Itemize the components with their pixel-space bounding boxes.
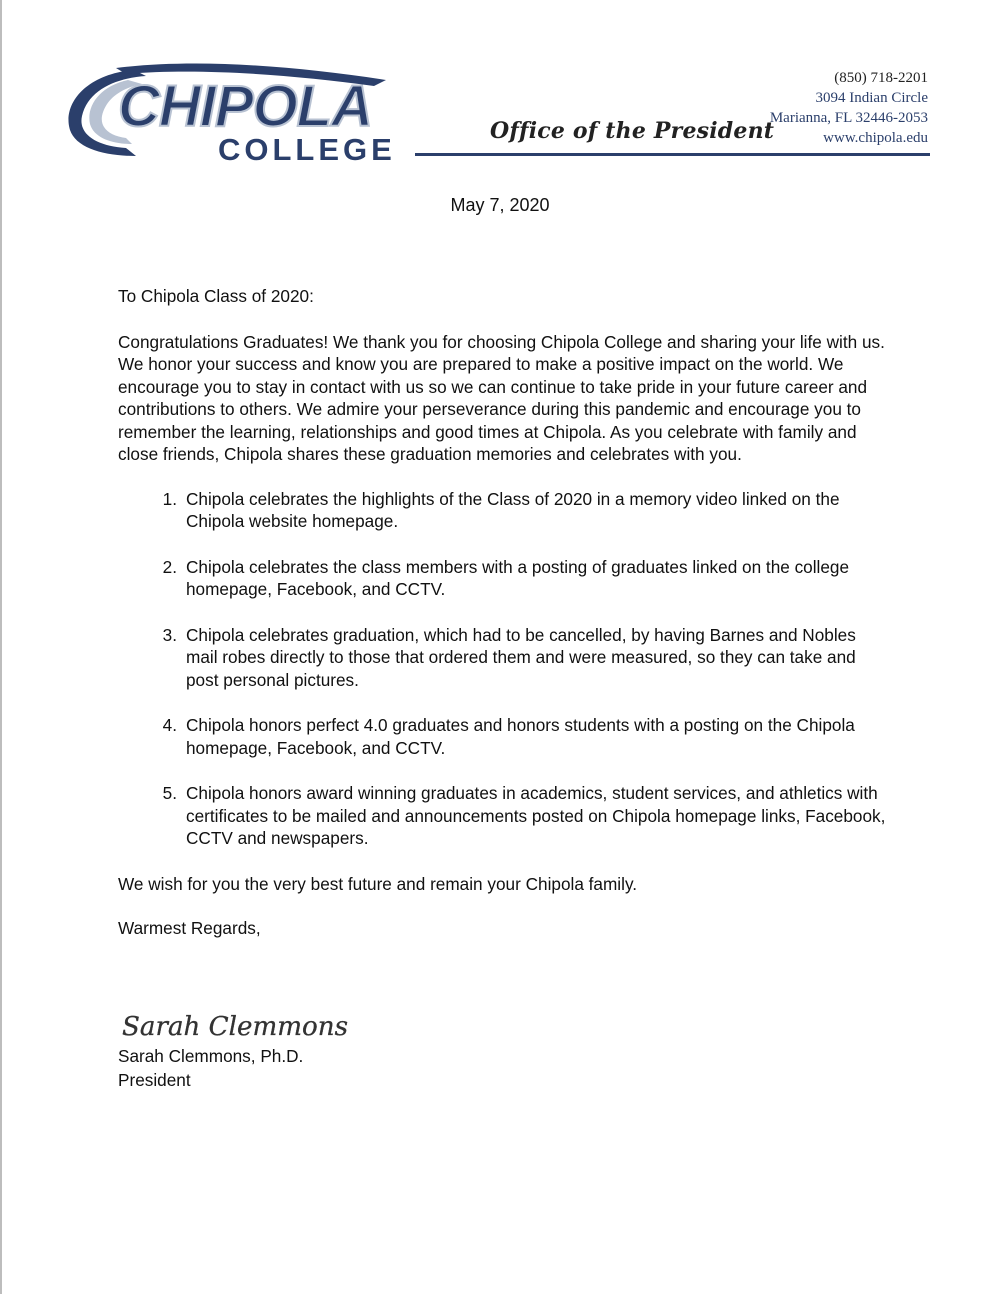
item-text: Chipola celebrates graduation, which had to be cancelled, by having Barnes and Nobles mail robes directly to those that ordered them and were measured, so they can take and post personal pictures. [186, 624, 856, 690]
logo-wordmark: CHIPOLA [118, 74, 372, 139]
item-number: 2. [162, 556, 177, 577]
regards: Warmest Regards, [118, 918, 261, 938]
list-item [118, 488, 888, 533]
item-text: Chipola celebrates the class members with a posting of graduates linked on the college homepage, Facebook, and CCTV. [186, 556, 850, 599]
item-number: 1. [162, 488, 177, 509]
celebration-list [118, 488, 888, 850]
salutation: To Chipola Class of 2020: [118, 286, 314, 306]
list-item [118, 624, 888, 692]
office-title: Office of the President [490, 118, 775, 144]
item-number: 4. [162, 715, 177, 735]
signer-name: Sarah Clemmons, Ph.D. [118, 1046, 304, 1066]
item-text: Chipola honors award winning graduates in academics, student services, and athletics with certificates to be mailed and announcements posted on Chipola homepage links, Facebook, CCTV and newspapers. [186, 783, 886, 848]
chipola-college-logo [56, 60, 436, 164]
item-number: 3. [162, 624, 177, 645]
address-line-1: 3094 Indian Circle [815, 90, 928, 106]
contact-block [770, 68, 928, 148]
address-line-2: Marianna, FL 32446-2053 [769, 110, 928, 126]
handwritten-signature [118, 1005, 358, 1045]
signature-script: Sarah Clemmons [122, 1012, 348, 1042]
signer-block [118, 1044, 303, 1092]
list-item [118, 782, 888, 850]
phone-number: (850) 718-2201 [834, 70, 928, 86]
header-rule [415, 153, 930, 156]
closing-wish: We wish for you the very best future and remain your Chipola family. [118, 873, 638, 894]
signer-title: President [118, 1070, 191, 1090]
intro-paragraph: Congratulations Graduates! We thank you for choosing Chipola College and sharing your life with us. We honor your success and know you are prepared to make a positive impact on the world. We encourage you to stay in contact with us so we can continue to take pride in your future career and contributions to others. We admire your perseverance during this pandemic and encourage you to remember the learning, relationships and good times at Chipola. As you celebrate with family and close friends, Chipola shares these graduation memories and celebrates with you. [118, 331, 885, 464]
website: www.chipola.edu [823, 130, 928, 146]
item-text: Chipola honors perfect 4.0 graduates and honors students with a posting on the Chipola homepage, Facebook, and CCTV. [186, 715, 855, 758]
item-number: 5. [162, 783, 177, 803]
list-item [118, 714, 888, 759]
item-text: Chipola celebrates the highlights of the Class of 2020 in a memory video linked on the Chipola website homepage. [186, 488, 840, 531]
letter-date: May 7, 2020 [450, 195, 550, 215]
letter-body [118, 285, 888, 940]
logo-subtext: COLLEGE [218, 132, 396, 164]
list-item [118, 556, 888, 601]
